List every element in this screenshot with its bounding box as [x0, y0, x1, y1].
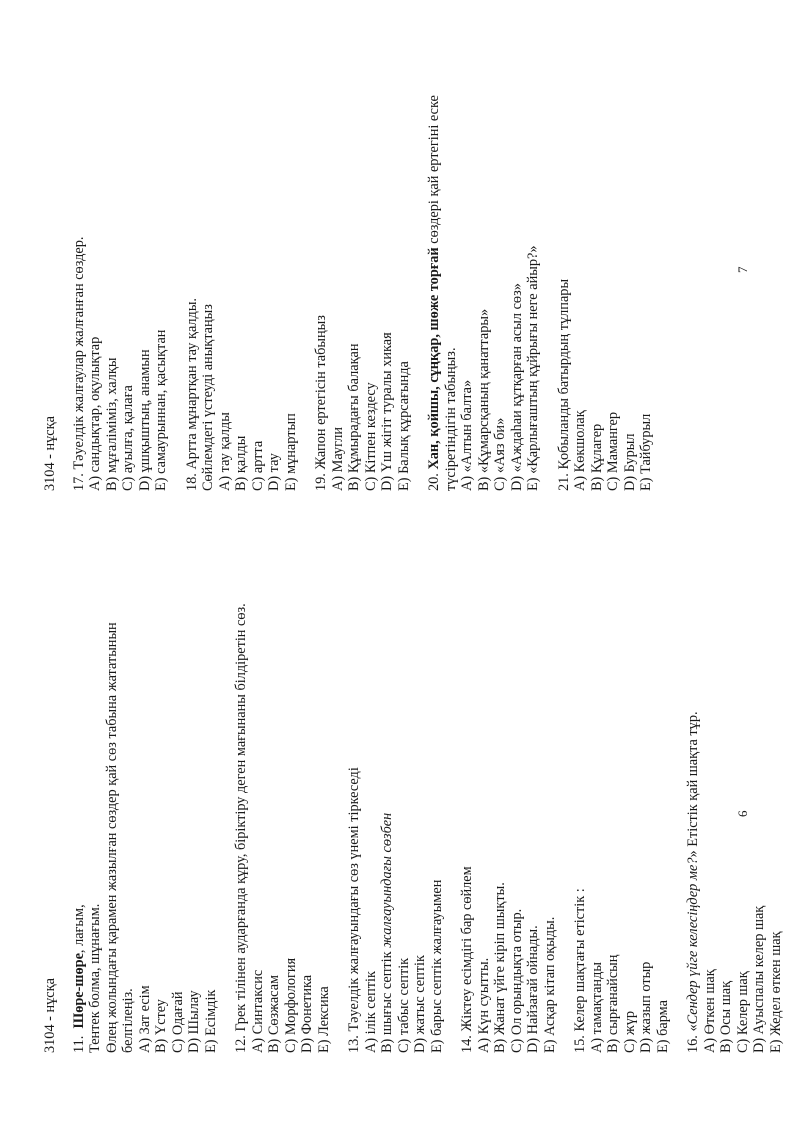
answer-option[interactable]: B) Сөзжасам	[266, 974, 282, 1053]
answer-option[interactable]: C) ауылға, қалаға	[120, 385, 136, 491]
question-stem: 13. Тәуелдік жалғауындағы сөз үнемі тіркеседі	[346, 767, 362, 1053]
question-11	[71, 533, 220, 1053]
question-stem: 20. Хан, қойшы, сұңқар, шөже торғай сөздері қай ертегіні еске	[426, 95, 442, 491]
question-14	[459, 533, 558, 1053]
question-21	[556, 0, 655, 491]
answer-option[interactable]: C) Ол орындықта отыр.	[508, 908, 525, 1053]
italic-phrase: Сендер үйге келесіңдер ме?	[685, 857, 701, 1025]
question-stem: 18. Артта мұнартқан тау қалды.	[183, 297, 200, 491]
question-stem: 15. Келер шақтағы етістік :	[572, 888, 588, 1053]
question-17	[71, 0, 170, 491]
question-stem-line: Сөйлемдегі үстеуді анықтаңыз	[200, 304, 216, 491]
question-stem: 17. Тәуелдік жалғаулар жалғанған сөздер.	[70, 236, 87, 491]
answer-option[interactable]: D) тау	[266, 453, 282, 491]
answer-option[interactable]: E) Жедел өткен шақ	[767, 931, 784, 1053]
answer-option[interactable]: B) Құлагер	[588, 423, 605, 491]
answer-option[interactable]: D) Үш жігіт туралы хикая	[379, 332, 395, 491]
question-stem-line: белгілеңіз.	[120, 988, 136, 1053]
answer-option[interactable]: C) жүр	[621, 1010, 638, 1053]
variant-header: 3104 - нұсқа	[42, 978, 58, 1053]
question-stem-line: Өлең жолындағы қарамен жазылған сөздер қай сөз табына жататынын	[103, 622, 120, 1053]
answer-option[interactable]: B) Жанат үйге кіріп шықты.	[492, 882, 508, 1053]
answer-option[interactable]: C) Морфология	[282, 957, 299, 1053]
answer-option[interactable]: C) артта	[249, 440, 266, 491]
answer-option[interactable]: D) «Аждаһаи құтқарған асыл сөз»	[508, 283, 525, 491]
question-stem: 11. Шөре-шөре, лағым,	[70, 904, 87, 1053]
page-number: 7	[735, 266, 750, 273]
answer-option[interactable]: E) Есімдік	[202, 989, 219, 1053]
answer-option[interactable]: A) Зат есім	[136, 985, 153, 1053]
answer-option[interactable]: E) мұнартып	[282, 413, 299, 491]
answer-option[interactable]: D) Фонетика	[299, 974, 315, 1053]
answer-option[interactable]: B) Осы шақ	[718, 980, 734, 1053]
answer-option[interactable]: B) Үстеу	[153, 999, 169, 1053]
italic-phrase: жалғауындағы сөзбен	[379, 812, 395, 948]
answer-option[interactable]: E) барма	[654, 1000, 671, 1053]
variant-header: 3104 - нұсқа	[42, 416, 58, 491]
question-18	[184, 0, 300, 491]
page-left	[0, 533, 798, 1053]
answer-option[interactable]: A) Синтаксис	[249, 969, 266, 1053]
answer-option[interactable]: D) Ауыспалы келер шақ	[751, 905, 767, 1053]
answer-option[interactable]: E) «Қарлығаштың құйрығы неге айыр?»	[525, 245, 541, 491]
answer-option[interactable]: B) сырғанайсың	[605, 954, 621, 1053]
question-stem: 16. «Сендер үйге келесіңдер ме?» Етістік қай шақта тұр.	[685, 711, 701, 1053]
answer-option[interactable]: B) шығыс септік жалғауындағы сөзбен	[379, 812, 395, 1053]
answer-option[interactable]: C) «Аяз би»	[492, 417, 508, 491]
answer-option[interactable]: D) Шылау	[186, 990, 202, 1053]
answer-option[interactable]: B) қалды	[233, 435, 249, 491]
answer-option[interactable]: D) Бурыл	[621, 433, 638, 491]
question-stem: 12. Грек тілінен аударғанда құру, біріктіру деген мағынаны білдіретін сөз.	[233, 603, 249, 1053]
question-stem-line: түсіретіндігін табыңыз.	[442, 347, 459, 491]
question-19	[313, 0, 412, 491]
answer-option[interactable]: A) Күн суытты.	[475, 957, 492, 1053]
answer-option[interactable]: A) сандықтар, оқулықтар	[87, 336, 103, 491]
answer-option[interactable]: C) Одағай	[169, 991, 186, 1053]
answer-option[interactable]: A) Өткен шақ	[701, 969, 718, 1053]
bold-words: Хан, қойшы, сұңқар, шөже торғай	[426, 247, 442, 470]
answer-option[interactable]: D) Найзағай ойнады.	[525, 925, 541, 1053]
question-15	[572, 533, 671, 1053]
answer-option[interactable]: E) Асқар кітап оқыды.	[541, 916, 558, 1053]
answer-option[interactable]: E) Балық құрсағында	[395, 361, 412, 491]
page-right	[0, 0, 669, 491]
answer-option[interactable]: C) Кітпен кездесу	[362, 382, 379, 491]
answer-option[interactable]: A) Көкшолақ	[572, 410, 588, 491]
question-stem-line: Тентек болма, шұнағым.	[87, 903, 103, 1053]
answer-option[interactable]: B) мұғаліміміз, халқы	[103, 357, 120, 491]
answer-option[interactable]: C) табыс септік	[395, 957, 412, 1053]
answer-option[interactable]: B) «Құмарсқаның қанаттары»	[475, 308, 492, 491]
answer-option[interactable]: C) Келер шақ	[734, 971, 751, 1053]
answer-option[interactable]: A) Маугли	[329, 426, 346, 491]
question-16	[685, 533, 784, 1053]
answer-option[interactable]: E) Лексика	[315, 986, 332, 1053]
answer-option[interactable]: A) «Алтын балта»	[459, 379, 475, 491]
bold-words: Шөре-шөре	[70, 953, 87, 1029]
question-20	[426, 0, 542, 491]
question-stem: 14. Жіктеу есімдігі бар сөйлем	[459, 866, 475, 1053]
question-stem: 19. Жапон ертегісін табыңыз	[313, 315, 329, 491]
page-number: 6	[735, 810, 750, 817]
answer-option[interactable]: D) жазып отыр	[638, 961, 654, 1053]
answer-option[interactable]: E) Тайбурыл	[638, 413, 654, 491]
answer-option[interactable]: C) Мамангер	[605, 411, 621, 491]
answer-option[interactable]: D) жатыс септік	[412, 955, 428, 1053]
answer-option[interactable]: B) Құмырадағы балақан	[346, 343, 362, 491]
answer-option[interactable]: D) ұшқыштың, анамын	[136, 349, 153, 491]
question-13	[346, 533, 445, 1053]
answer-option[interactable]: A) тау қалды	[216, 412, 233, 491]
answer-option[interactable]: A) ілік септік	[362, 971, 379, 1053]
question-12	[233, 533, 332, 1053]
answer-option[interactable]: A) тамақтанды	[588, 962, 605, 1053]
answer-option[interactable]: E) барыс септік жалғауымен	[428, 879, 445, 1053]
answer-option[interactable]: E) самаурыннан, қасықтан	[153, 329, 169, 491]
question-stem: 21. Қобыланды батырдың тұлпары	[555, 278, 572, 491]
